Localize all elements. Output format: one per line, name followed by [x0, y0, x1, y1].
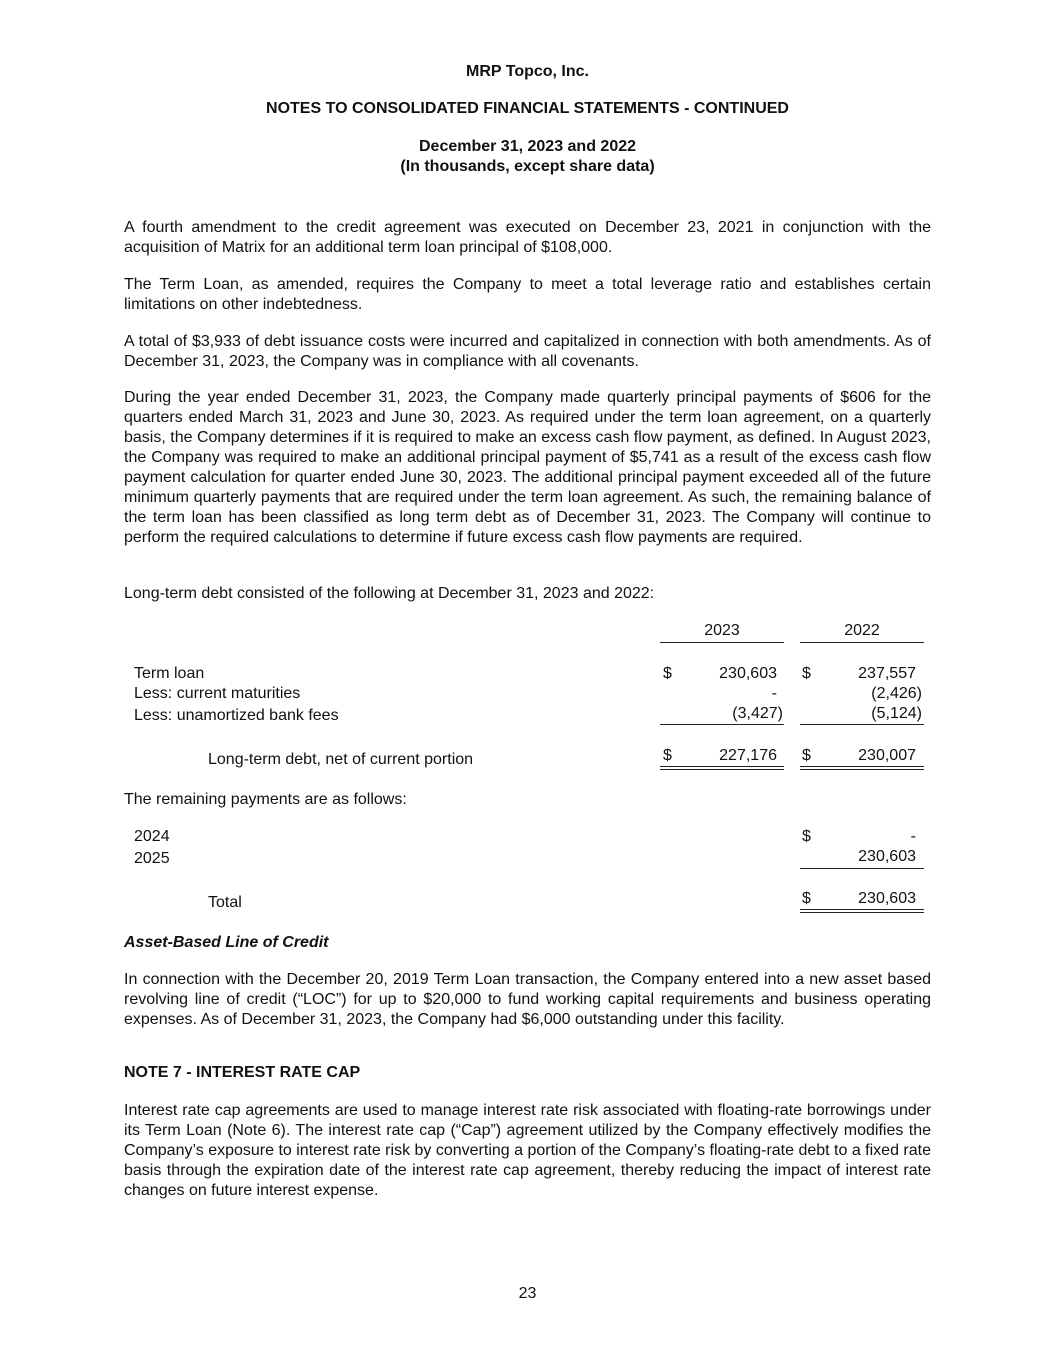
total-label: Total [208, 894, 242, 911]
column-header: 2022 [844, 622, 880, 639]
section-title: NOTES TO CONSOLIDATED FINANCIAL STATEMENTS - CONTINUED [266, 100, 789, 117]
row-label: Less: current maturities [134, 685, 301, 702]
currency-symbol: $ [802, 665, 811, 682]
column-header: 2023 [704, 622, 740, 639]
divider [660, 642, 784, 643]
currency-symbol: $ [802, 828, 811, 845]
value-2022: (2,426) [871, 685, 922, 702]
paragraph: Interest rate cap agreements are used to manage interest rate risk associated with floating-rate borrowings under its Term Loan (Note 6). The interest rate cap (“Cap”) agreement utilized by the Company effectively modifies the Company’s exposure to interest rate risk by converting a portion of the Company’s floating-rate debt to a fixed rate basis through the expiration date of the interest rate cap agreement, thereby reducing the impact of interest rate changes on future interest expense. [124, 1102, 931, 1199]
currency-symbol: $ [663, 747, 672, 764]
divider [800, 868, 924, 869]
paragraph: A total of $3,933 of debt issuance costs were incurred and capitalized in connection with both amendments. As of December 31, 2023, the Company was in compliance with all covenants. [124, 333, 931, 370]
divider [800, 724, 924, 725]
paragraph: During the year ended December 31, 2023, the Company made quarterly principal payments of $606 for the quarters ended March 31, 2023 and June 30, 2023. As required under the term loan agreement, on a quarterly basis, the Company determines if it is required to make an excess cash flow payment, as defined. In August 2023, the Company was required to make an additional principal payment of $5,741 as a result of the excess cash flow payment calculation for quarter ended June 30, 2023. The additional principal payment exceeded all of the future minimum quarterly payments that are required under the term loan agreement. As such, the remaining balance of the term loan has been classified as long term debt as of December 31, 2023. The Company will continue to perform the required calculations to determine if future excess cash flow payments are required. [124, 389, 931, 546]
divider [800, 642, 924, 643]
loc-heading: Asset-Based Line of Credit [124, 934, 329, 951]
paragraph: A fourth amendment to the credit agreement was executed on December 23, 2021 in conjunction with the acquisition of Matrix for an additional term loan principal of $108,000. [124, 219, 931, 256]
total-2023: 227,176 [719, 747, 777, 764]
double-underline [800, 766, 924, 770]
value-2023: - [771, 685, 777, 702]
payments-intro: The remaining payments are as follows: [124, 791, 407, 808]
year-label: 2024 [134, 828, 170, 845]
total-2022: 230,007 [858, 747, 916, 764]
units-note: (In thousands, except share data) [400, 158, 655, 175]
double-underline [800, 909, 924, 913]
page-number: 23 [518, 1285, 537, 1302]
currency-symbol: $ [802, 747, 811, 764]
total-label: Long-term debt, net of current portion [208, 751, 474, 768]
value-2023: (3,427) [732, 705, 783, 722]
value-2023: 230,603 [719, 665, 777, 682]
value-2022: 237,557 [858, 665, 916, 682]
total-value: 230,603 [858, 890, 916, 907]
currency-symbol: $ [663, 665, 672, 682]
paragraph: Long-term debt consisted of the following at December 31, 2023 and 2022: [124, 585, 655, 602]
paragraph: In connection with the December 20, 2019 Term Loan transaction, the Company entered into a new asset based revolving line of credit (“LOC”) for up to $20,000 to fund working capital requirements and business operating expenses. As of December 31, 2023, the Company had $6,000 outstanding under this facility. [124, 971, 931, 1028]
report-date: December 31, 2023 and 2022 [418, 138, 637, 155]
currency-symbol: $ [802, 890, 811, 907]
year-label: 2025 [134, 850, 170, 867]
value-2022: (5,124) [871, 705, 922, 722]
row-label: Term loan [134, 665, 205, 682]
row-label: Less: unamortized bank fees [134, 707, 339, 724]
divider [660, 724, 784, 725]
double-underline [660, 766, 784, 770]
company-name: MRP Topco, Inc. [466, 63, 589, 80]
payment-value: 230,603 [858, 848, 916, 865]
note7-heading: NOTE 7 - INTEREST RATE CAP [124, 1064, 361, 1081]
paragraph: The Term Loan, as amended, requires the Company to meet a total leverage ratio and establishes certain limitations on other indebtedness. [124, 276, 931, 313]
payment-value: - [910, 828, 916, 845]
